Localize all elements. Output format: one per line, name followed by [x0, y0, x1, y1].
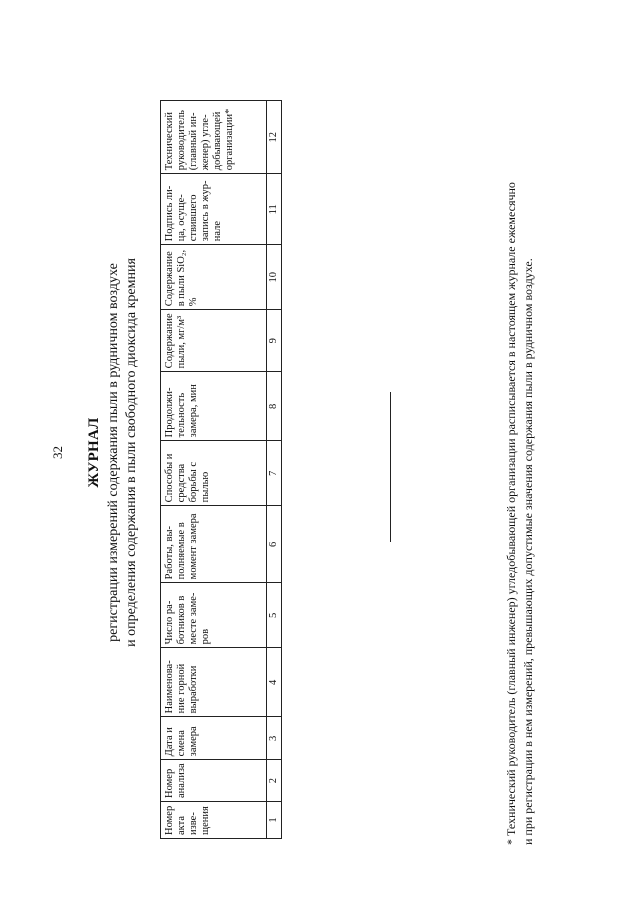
journal-table — [160, 100, 282, 839]
footnote-line-2: и при регистрации в нем измерений, превышающих допустимые значения содержания пыли в рудничном воздухе. — [521, 258, 535, 845]
column-number: 9 — [267, 310, 282, 372]
column-number: 8 — [267, 372, 282, 441]
column-number: 1 — [267, 802, 282, 839]
column-number: 3 — [267, 717, 282, 760]
column-number: 5 — [267, 583, 282, 648]
page-number: 32 — [50, 446, 65, 459]
column-number: 2 — [267, 760, 282, 802]
header-act-number: Номер акта изве-щения — [161, 802, 267, 839]
column-number: 6 — [267, 506, 282, 583]
header-dust-control: Способы и средства борьбы с пылью — [161, 441, 267, 506]
header-analysis-number: Номер анализа — [161, 760, 267, 802]
header-workers-count: Число ра-ботников в месте заме-ров — [161, 583, 267, 648]
table-column-numbers-row — [267, 101, 282, 839]
footnote — [503, 85, 537, 845]
document-subtitle-line-2: и определения содержания в пыли свободного диоксида кремния — [124, 258, 139, 647]
section-divider — [390, 392, 391, 542]
column-number: 12 — [267, 101, 282, 174]
column-number: 10 — [267, 245, 282, 310]
column-number: 4 — [267, 648, 282, 717]
header-signature: Подпись ли-ца, осуще-ствившего запись в жур-нале — [161, 174, 267, 245]
header-dust-content: Содержание пыли, мг/м³ — [161, 310, 267, 372]
header-work-performed: Работы, вы-полняемые в момент замера — [161, 506, 267, 583]
column-number: 7 — [267, 441, 282, 506]
column-number: 11 — [267, 174, 282, 245]
header-technical-director: Технический руководитель (главный ин-женер) угле-добывающей организации* — [161, 101, 267, 174]
document-title: ЖУРНАЛ — [86, 417, 102, 488]
table-header-row — [161, 101, 267, 839]
header-duration: Продолжи-тельность замера, мин — [161, 372, 267, 441]
header-sio2-content: Содержание в пыли SiO₂, % — [161, 245, 267, 310]
header-mine-working: Наименова-ние горной выработки — [161, 648, 267, 717]
header-date-shift: Дата и смена замера — [161, 717, 267, 760]
footnote-line-1: * Технический руководитель (главный инженер) угледобывающей организации расписывается в настоящем журнале ежемесячно — [504, 182, 518, 845]
document-subtitle-line-1: регистрации измерений содержания пыли в рудничном воздухе — [106, 263, 121, 642]
